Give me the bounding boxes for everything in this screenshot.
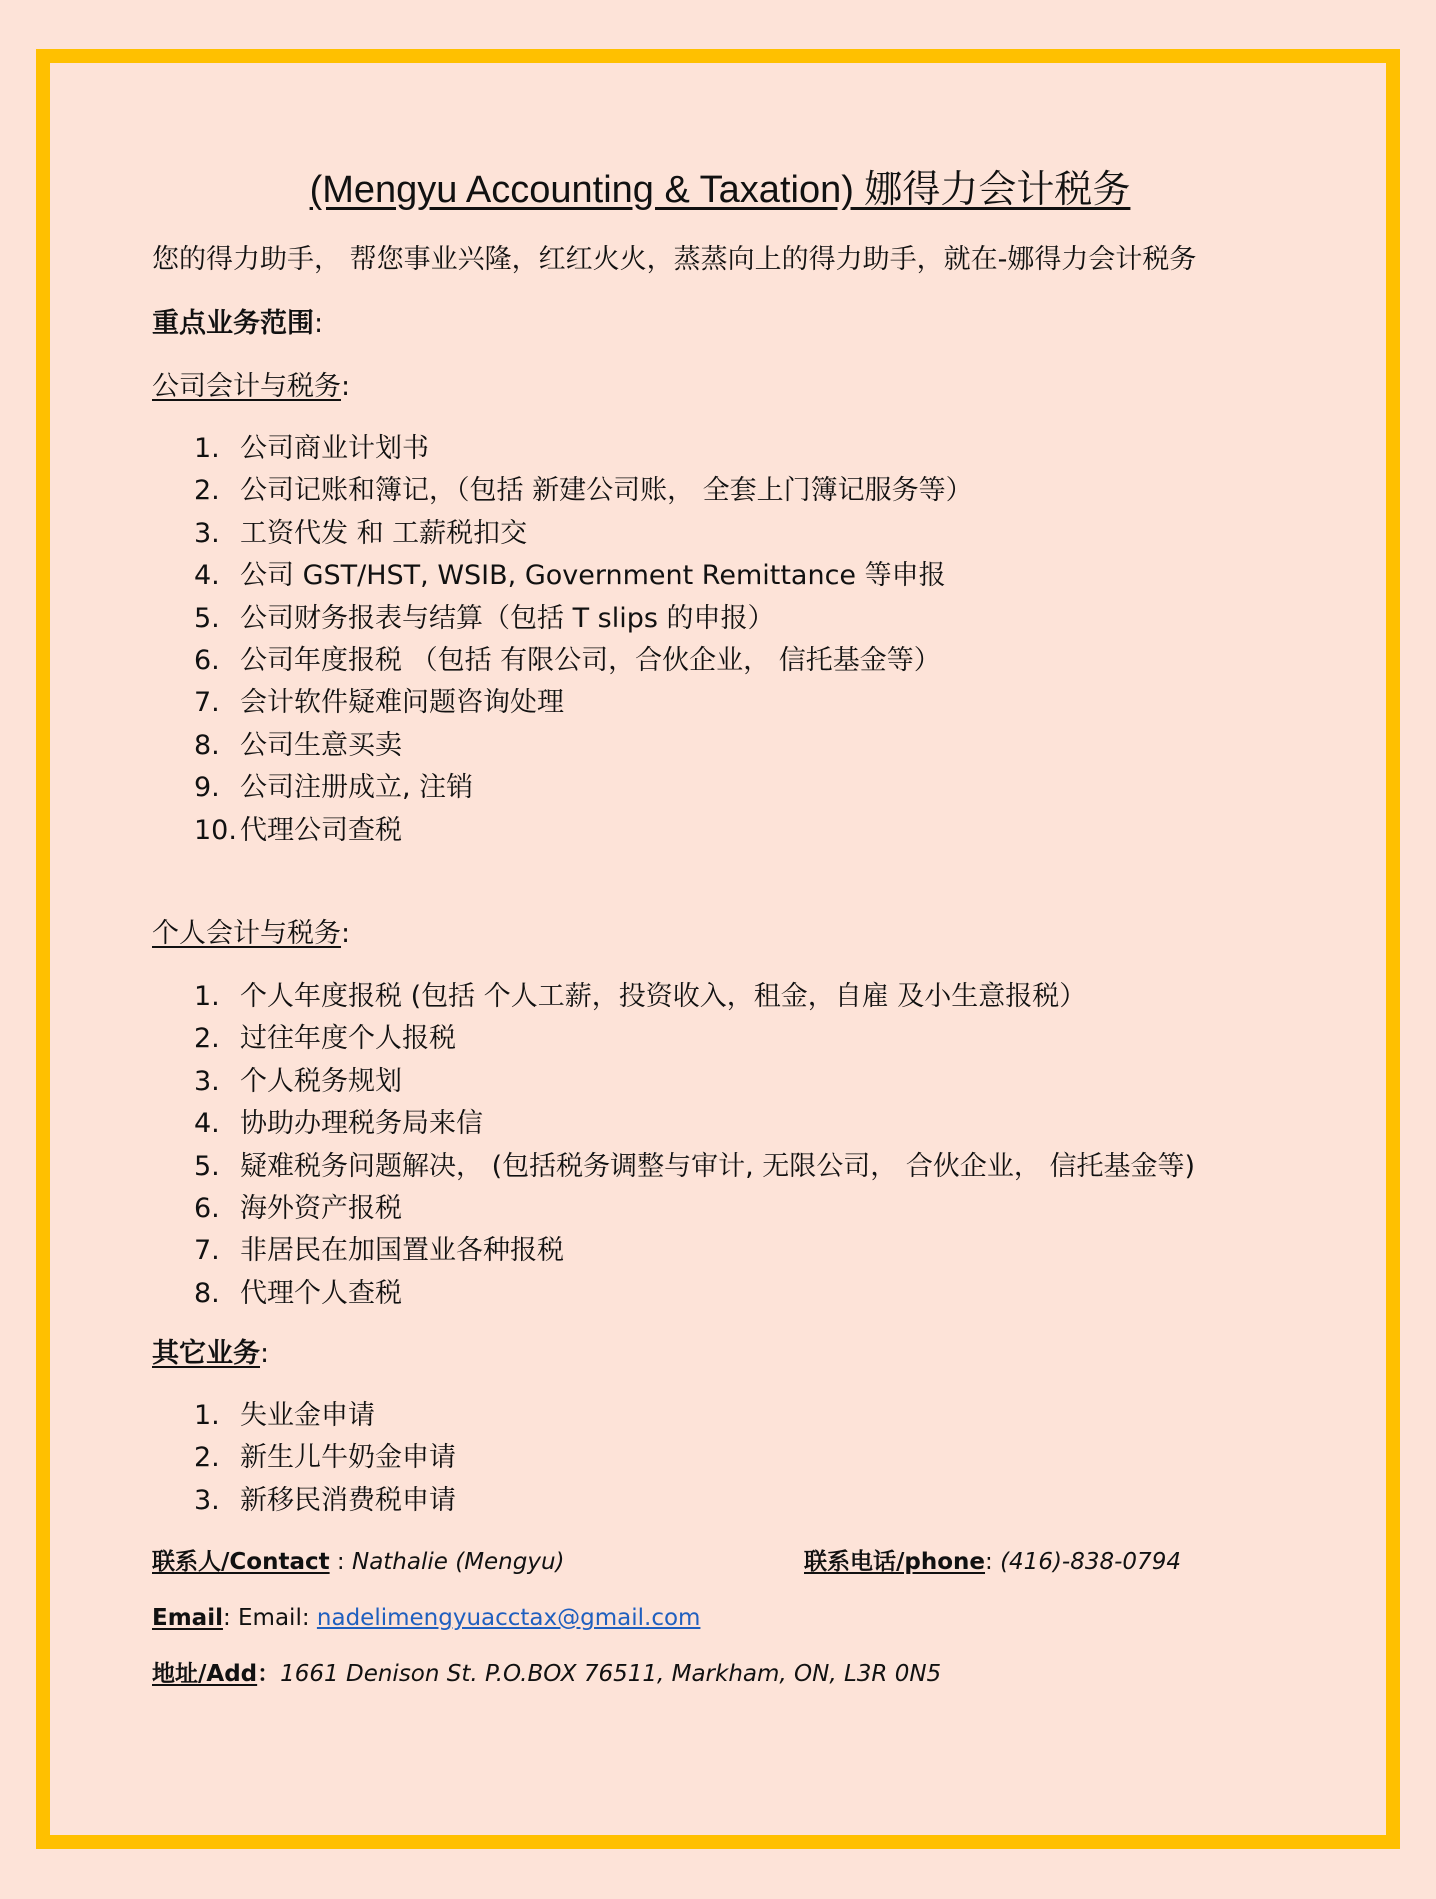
personal-heading <box>152 914 350 954</box>
list-item-number: 6. <box>194 1192 220 1224</box>
list-item-text: 个人年度报税 (包括 个人工薪，投资收入，租金，自雇 及小生意报税） <box>240 981 1087 1012</box>
page-title: (Mengyu Accounting & Taxation) 娜得力会计税务 <box>309 169 1131 211</box>
list-item-text: 公司记账和簿记，（包括 新建公司账， 全套上门簿记服务等） <box>240 475 973 507</box>
contact-email-prefix: : Email: <box>222 1605 317 1631</box>
list-item-text: 新生儿牛奶金申请 <box>240 1442 456 1474</box>
list-item-number: 8. <box>194 729 220 761</box>
contact-address-value: 1661 Denison St. P.O.BOX 76511, Markham, ON, L3R 0N5 <box>280 1661 942 1687</box>
scope-heading <box>152 304 323 344</box>
email-link[interactable]: nadelimengyuacctax@gmail.com <box>316 1605 701 1631</box>
list-item-number: 10. <box>194 814 237 846</box>
list-item-number: 1. <box>194 1400 220 1431</box>
list-item-number: 5. <box>194 602 220 634</box>
list-item-text: 会计软件疑难问题咨询处理 <box>240 687 564 719</box>
list-item-text: 个人税务规划 <box>240 1065 402 1097</box>
list-item-text: 新移民消费税申请 <box>240 1484 456 1516</box>
contact-person <box>152 1545 565 1579</box>
list-item-number: 4. <box>194 1108 220 1140</box>
list-item-number: 2. <box>194 1023 220 1055</box>
list-item-text: 公司商业计划书 <box>240 433 429 464</box>
list-item-number: 3. <box>194 1484 220 1516</box>
personal-heading-colon: : <box>341 918 351 949</box>
list-item-text: 公司年度报税 （包括 有限公司，合伙企业， 信托基金等） <box>240 644 941 676</box>
scope-heading-label: 重点业务范围 <box>152 308 314 339</box>
contact-person-sep: : <box>329 1549 352 1575</box>
contact-address <box>152 1657 941 1691</box>
personal-heading-label: 个人会计与税务 <box>152 918 341 949</box>
contact-address-sep: ： <box>257 1661 281 1687</box>
list-item-number: 7. <box>194 1235 220 1267</box>
list-item-text: 公司 GST/HST, WSIB, Government Remittance 等申报 <box>240 560 946 592</box>
contact-person-label: 联系人/Contact <box>152 1549 330 1575</box>
list-item-number: 4. <box>194 560 220 592</box>
contact-address-label: 地址/Add <box>152 1661 258 1687</box>
list-item-number: 8. <box>194 1277 220 1309</box>
contact-phone-label: 联系电话/phone <box>804 1549 986 1575</box>
contact-phone-sep: : <box>985 1549 1001 1575</box>
scope-heading-colon: : <box>314 308 324 339</box>
list-item-text: 海外资产报税 <box>240 1192 402 1224</box>
list-item-number: 7. <box>194 687 220 719</box>
list-item-number: 3. <box>194 1065 220 1097</box>
list-item-number: 3. <box>194 517 220 549</box>
list-item-text: 代理公司查税 <box>240 814 402 846</box>
list-item-text: 公司财务报表与结算（包括 T slips 的申报） <box>240 602 775 634</box>
list-item-text: 公司生意买卖 <box>240 729 402 761</box>
list-item-text: 代理个人查税 <box>240 1277 402 1309</box>
list-item-number: 2. <box>194 1442 220 1474</box>
other-heading <box>152 1334 269 1374</box>
contact-person-value: Nathalie (Mengyu) <box>351 1549 565 1575</box>
list-item-text: 失业金申请 <box>240 1400 375 1431</box>
list-item-number: 9. <box>194 772 220 804</box>
corporate-heading-colon: : <box>341 371 351 402</box>
corporate-heading <box>152 367 350 407</box>
contact-email <box>152 1601 700 1635</box>
list-item-text: 协助办理税务局来信 <box>240 1108 483 1140</box>
other-heading-colon: : <box>260 1338 270 1369</box>
list-item-number: 1. <box>194 433 220 464</box>
other-heading-label: 其它业务 <box>152 1338 260 1369</box>
list-item-number: 5. <box>194 1150 220 1182</box>
intro-text: 您的得力助手， 帮您事业兴隆，红红火火，蒸蒸向上的得力助手，就在-娜得力会计税务 <box>152 244 1197 275</box>
list-item-text: 非居民在加国置业各种报税 <box>240 1235 564 1267</box>
list-item-number: 2. <box>194 475 220 507</box>
list-item-text: 公司注册成立, 注销 <box>240 772 474 804</box>
list-item-text: 疑难税务问题解决， (包括税务调整与审计, 无限公司， 合伙企业， 信托基金等) <box>240 1150 1195 1182</box>
contact-phone-value: (416)-838-0794 <box>1000 1549 1181 1575</box>
list-item-text: 工资代发 和 工薪税扣交 <box>240 517 528 549</box>
list-item-number: 6. <box>194 644 220 676</box>
list-item-number: 1. <box>194 981 220 1012</box>
list-item-text: 过往年度个人报税 <box>240 1023 456 1055</box>
corporate-heading-label: 公司会计与税务 <box>152 371 341 402</box>
contact-email-label: Email <box>152 1605 223 1631</box>
contact-phone <box>804 1545 1181 1579</box>
